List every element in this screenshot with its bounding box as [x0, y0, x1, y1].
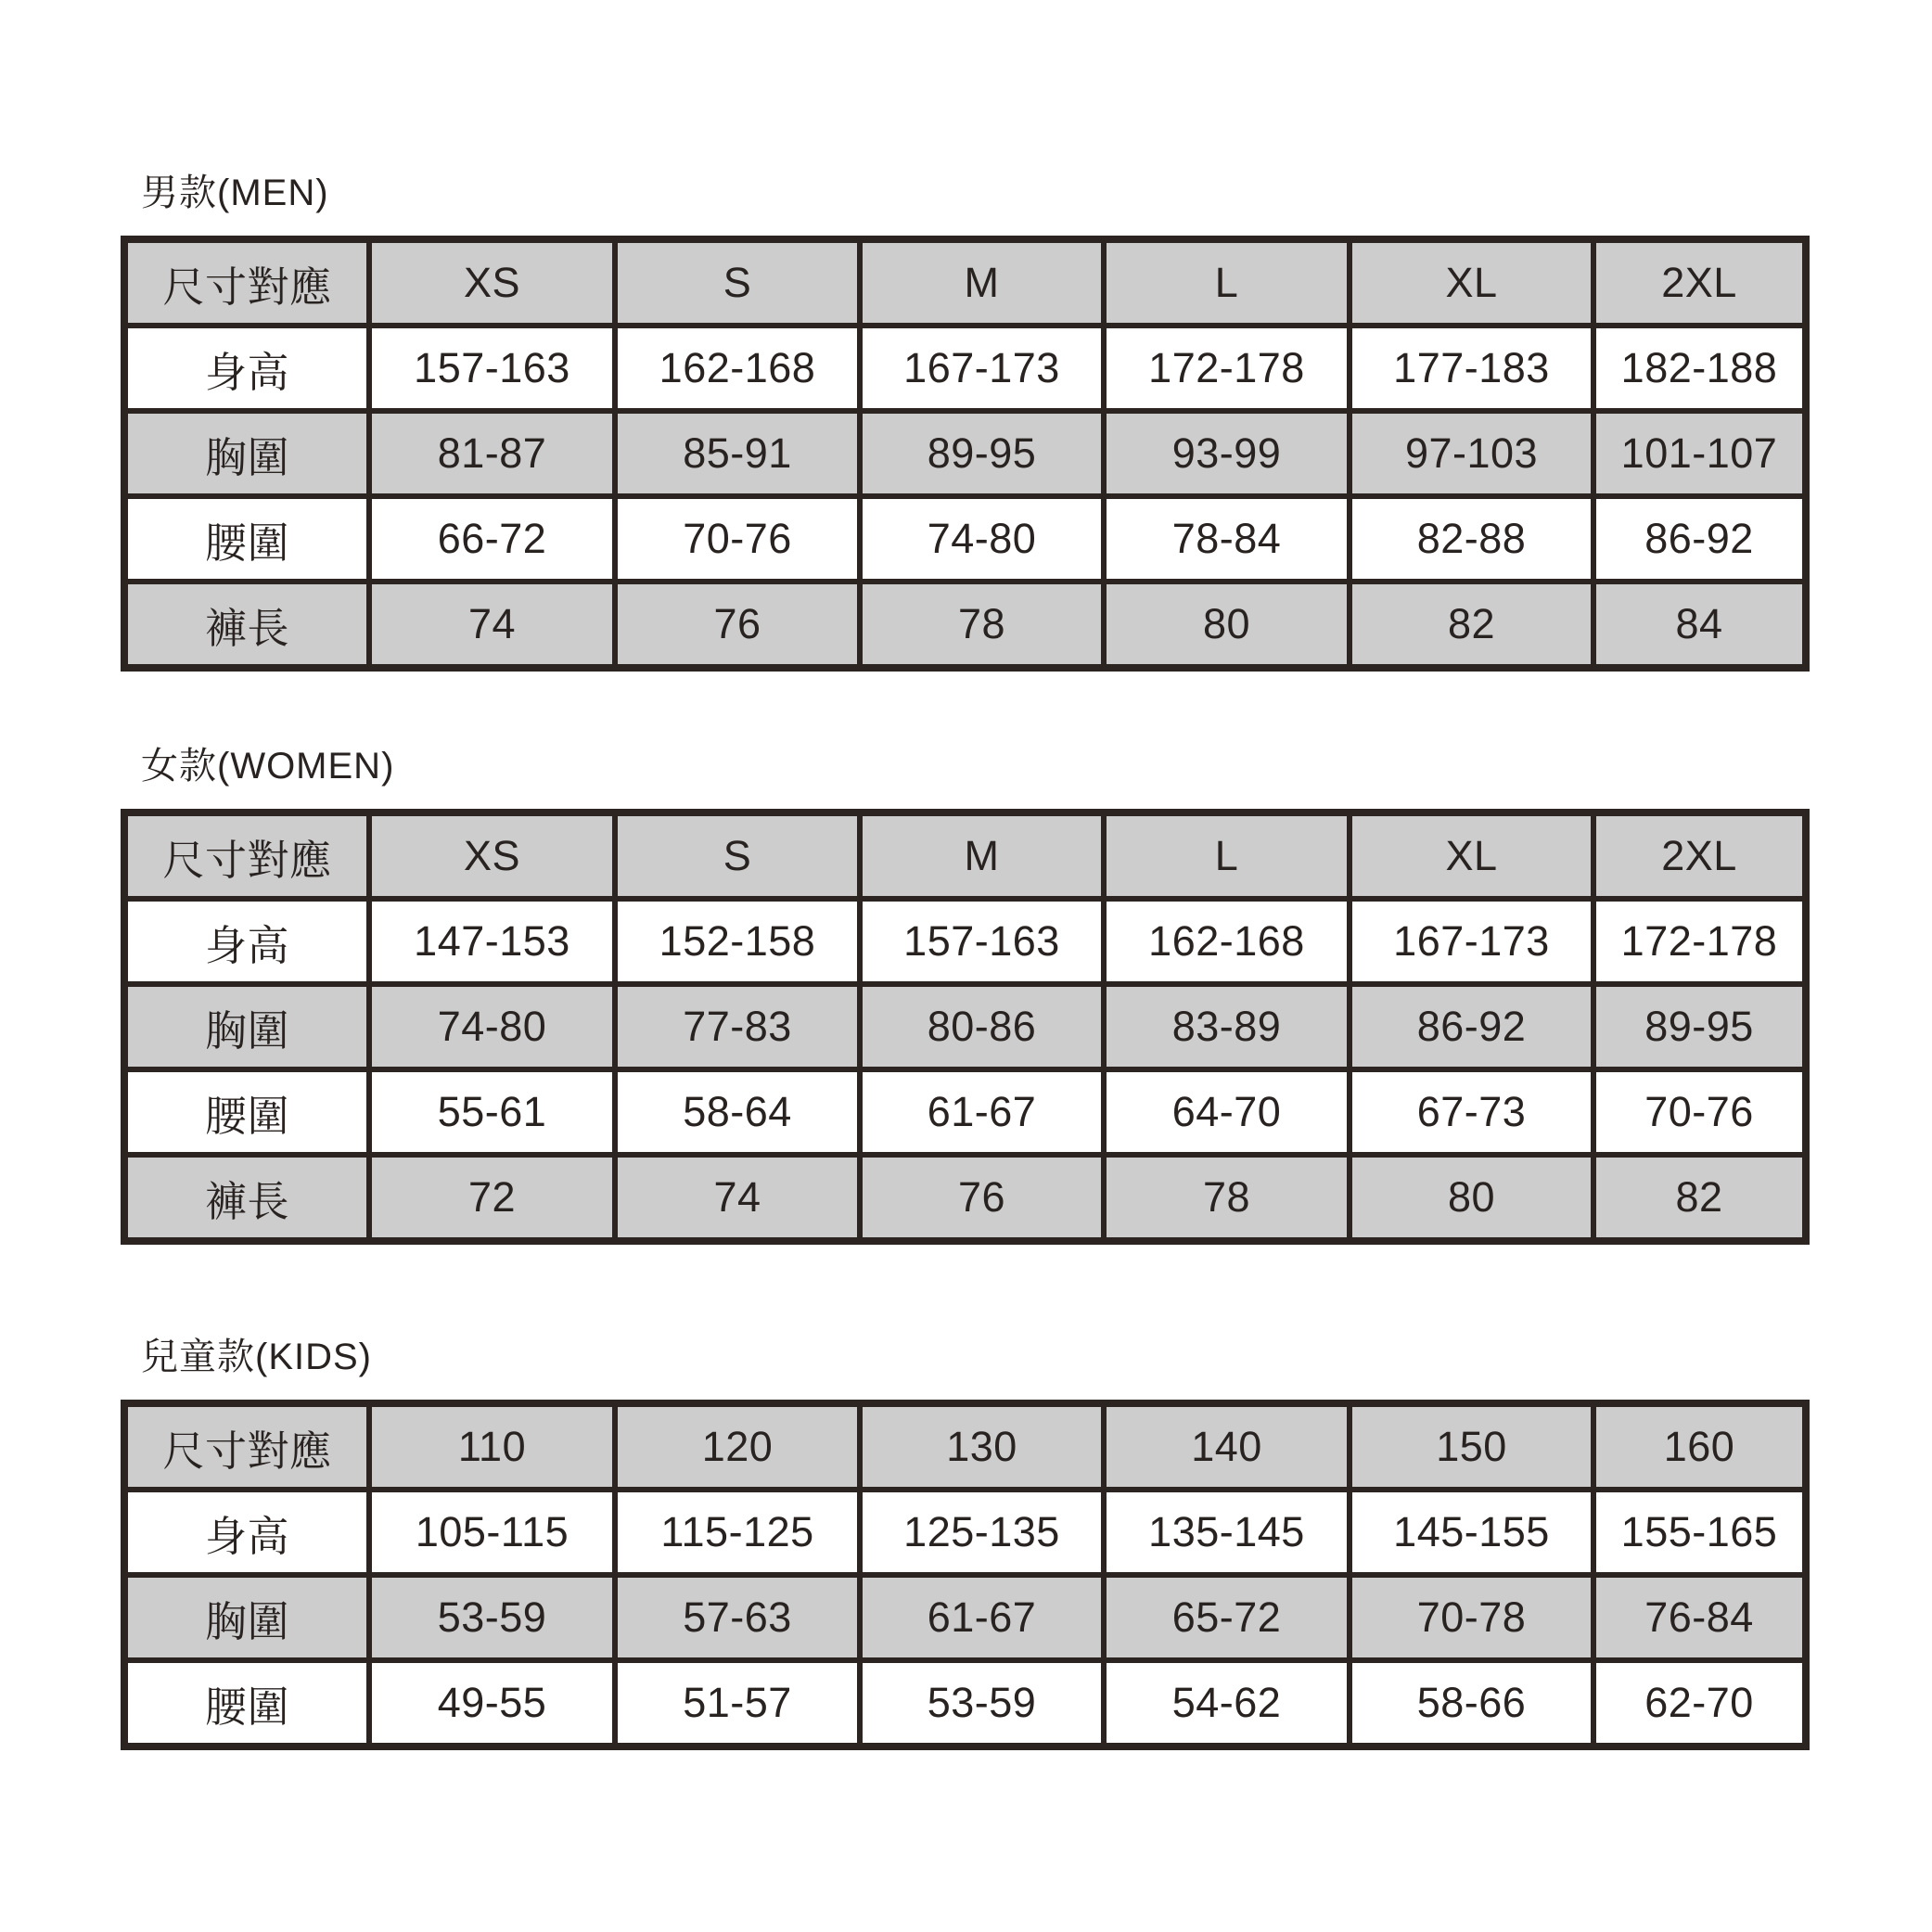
measure-cell: 80	[1104, 582, 1350, 668]
measure-cell: 74-80	[860, 496, 1104, 582]
measure-cell: 74-80	[369, 984, 615, 1069]
size-header-cell: L	[1104, 812, 1350, 899]
measure-cell: 97-103	[1350, 411, 1593, 496]
measure-cell: 86-92	[1593, 496, 1806, 582]
measure-cell: 157-163	[860, 899, 1104, 984]
measure-cell: 70-76	[615, 496, 860, 582]
measure-cell: 82-88	[1350, 496, 1593, 582]
row-label: 腰圍	[124, 1660, 369, 1746]
size-header-cell: 150	[1350, 1403, 1593, 1490]
measure-cell: 167-173	[860, 326, 1104, 411]
measure-cell: 83-89	[1104, 984, 1350, 1069]
measure-cell: 66-72	[369, 496, 615, 582]
table-row	[124, 496, 1806, 582]
measure-cell: 54-62	[1104, 1660, 1350, 1746]
measure-cell: 172-178	[1593, 899, 1806, 984]
measure-cell: 84	[1593, 582, 1806, 668]
measure-cell: 57-63	[615, 1575, 860, 1660]
measure-cell: 74	[615, 1155, 860, 1241]
measure-cell: 49-55	[369, 1660, 615, 1746]
measure-cell: 76	[615, 582, 860, 668]
corner-label: 尺寸對應	[124, 1403, 369, 1490]
measure-cell: 85-91	[615, 411, 860, 496]
size-header-cell: M	[860, 812, 1104, 899]
size-header-cell: 110	[369, 1403, 615, 1490]
measure-cell: 61-67	[860, 1575, 1104, 1660]
row-label: 腰圍	[124, 496, 369, 582]
measure-cell: 78	[1104, 1155, 1350, 1241]
size-header-cell: 120	[615, 1403, 860, 1490]
size-header-cell: L	[1104, 239, 1350, 326]
measure-cell: 162-168	[1104, 899, 1350, 984]
measure-cell: 172-178	[1104, 326, 1350, 411]
measure-cell: 70-78	[1350, 1575, 1593, 1660]
size-header-cell: XS	[369, 239, 615, 326]
measure-cell: 177-183	[1350, 326, 1593, 411]
header-row	[124, 812, 1806, 899]
measure-cell: 61-67	[860, 1069, 1104, 1155]
measure-cell: 76-84	[1593, 1575, 1806, 1660]
measure-cell: 89-95	[1593, 984, 1806, 1069]
corner-label: 尺寸對應	[124, 239, 369, 326]
size-header-cell: 130	[860, 1403, 1104, 1490]
table-row	[124, 1575, 1806, 1660]
measure-cell: 157-163	[369, 326, 615, 411]
size-header-cell: S	[615, 239, 860, 326]
measure-cell: 80	[1350, 1155, 1593, 1241]
size-header-cell: XL	[1350, 812, 1593, 899]
measure-cell: 74	[369, 582, 615, 668]
measure-cell: 135-145	[1104, 1490, 1350, 1575]
measure-cell: 182-188	[1593, 326, 1806, 411]
men-size-section	[121, 169, 1802, 672]
table-row	[124, 582, 1806, 668]
size-table	[121, 236, 1810, 672]
measure-cell: 167-173	[1350, 899, 1593, 984]
table-row	[124, 411, 1806, 496]
measure-cell: 58-66	[1350, 1660, 1593, 1746]
measure-cell: 80-86	[860, 984, 1104, 1069]
measure-cell: 89-95	[860, 411, 1104, 496]
measure-cell: 147-153	[369, 899, 615, 984]
row-label: 身高	[124, 1490, 369, 1575]
table-row	[124, 1069, 1806, 1155]
measure-cell: 82	[1593, 1155, 1806, 1241]
measure-cell: 115-125	[615, 1490, 860, 1575]
measure-cell: 145-155	[1350, 1490, 1593, 1575]
table-row	[124, 1155, 1806, 1241]
measure-cell: 81-87	[369, 411, 615, 496]
size-header-cell: 140	[1104, 1403, 1350, 1490]
header-row	[124, 1403, 1806, 1490]
row-label: 褲長	[124, 582, 369, 668]
measure-cell: 93-99	[1104, 411, 1350, 496]
measure-cell: 86-92	[1350, 984, 1593, 1069]
measure-cell: 53-59	[860, 1660, 1104, 1746]
table-title: 女款(WOMEN)	[141, 746, 395, 787]
measure-cell: 51-57	[615, 1660, 860, 1746]
size-header-cell: M	[860, 239, 1104, 326]
measure-cell: 72	[369, 1155, 615, 1241]
measure-cell: 78	[860, 582, 1104, 668]
measure-cell: 155-165	[1593, 1490, 1806, 1575]
measure-cell: 101-107	[1593, 411, 1806, 496]
size-table	[121, 809, 1810, 1245]
table-title: 男款(MEN)	[141, 173, 329, 213]
measure-cell: 78-84	[1104, 496, 1350, 582]
measure-cell: 53-59	[369, 1575, 615, 1660]
size-header-cell: 2XL	[1593, 239, 1806, 326]
measure-cell: 76	[860, 1155, 1104, 1241]
row-label: 腰圍	[124, 1069, 369, 1155]
row-label: 褲長	[124, 1155, 369, 1241]
table-row	[124, 899, 1806, 984]
table-row	[124, 1660, 1806, 1746]
row-label: 胸圍	[124, 984, 369, 1069]
measure-cell: 82	[1350, 582, 1593, 668]
size-header-cell: 2XL	[1593, 812, 1806, 899]
size-header-cell: S	[615, 812, 860, 899]
women-size-section	[121, 742, 1802, 1245]
measure-cell: 125-135	[860, 1490, 1104, 1575]
measure-cell: 55-61	[369, 1069, 615, 1155]
measure-cell: 162-168	[615, 326, 860, 411]
measure-cell: 58-64	[615, 1069, 860, 1155]
row-label: 胸圍	[124, 1575, 369, 1660]
measure-cell: 67-73	[1350, 1069, 1593, 1155]
kids-size-section	[121, 1333, 1802, 1750]
header-row	[124, 239, 1806, 326]
table-row	[124, 984, 1806, 1069]
measure-cell: 77-83	[615, 984, 860, 1069]
measure-cell: 62-70	[1593, 1660, 1806, 1746]
table-title: 兒童款(KIDS)	[141, 1337, 372, 1377]
measure-cell: 64-70	[1104, 1069, 1350, 1155]
row-label: 身高	[124, 899, 369, 984]
row-label: 身高	[124, 326, 369, 411]
table-row	[124, 1490, 1806, 1575]
row-label: 胸圍	[124, 411, 369, 496]
size-header-cell: 160	[1593, 1403, 1806, 1490]
size-header-cell: XS	[369, 812, 615, 899]
size-table	[121, 1400, 1810, 1750]
table-row	[124, 326, 1806, 411]
measure-cell: 65-72	[1104, 1575, 1350, 1660]
measure-cell: 105-115	[369, 1490, 615, 1575]
measure-cell: 152-158	[615, 899, 860, 984]
measure-cell: 70-76	[1593, 1069, 1806, 1155]
corner-label: 尺寸對應	[124, 812, 369, 899]
size-header-cell: XL	[1350, 239, 1593, 326]
